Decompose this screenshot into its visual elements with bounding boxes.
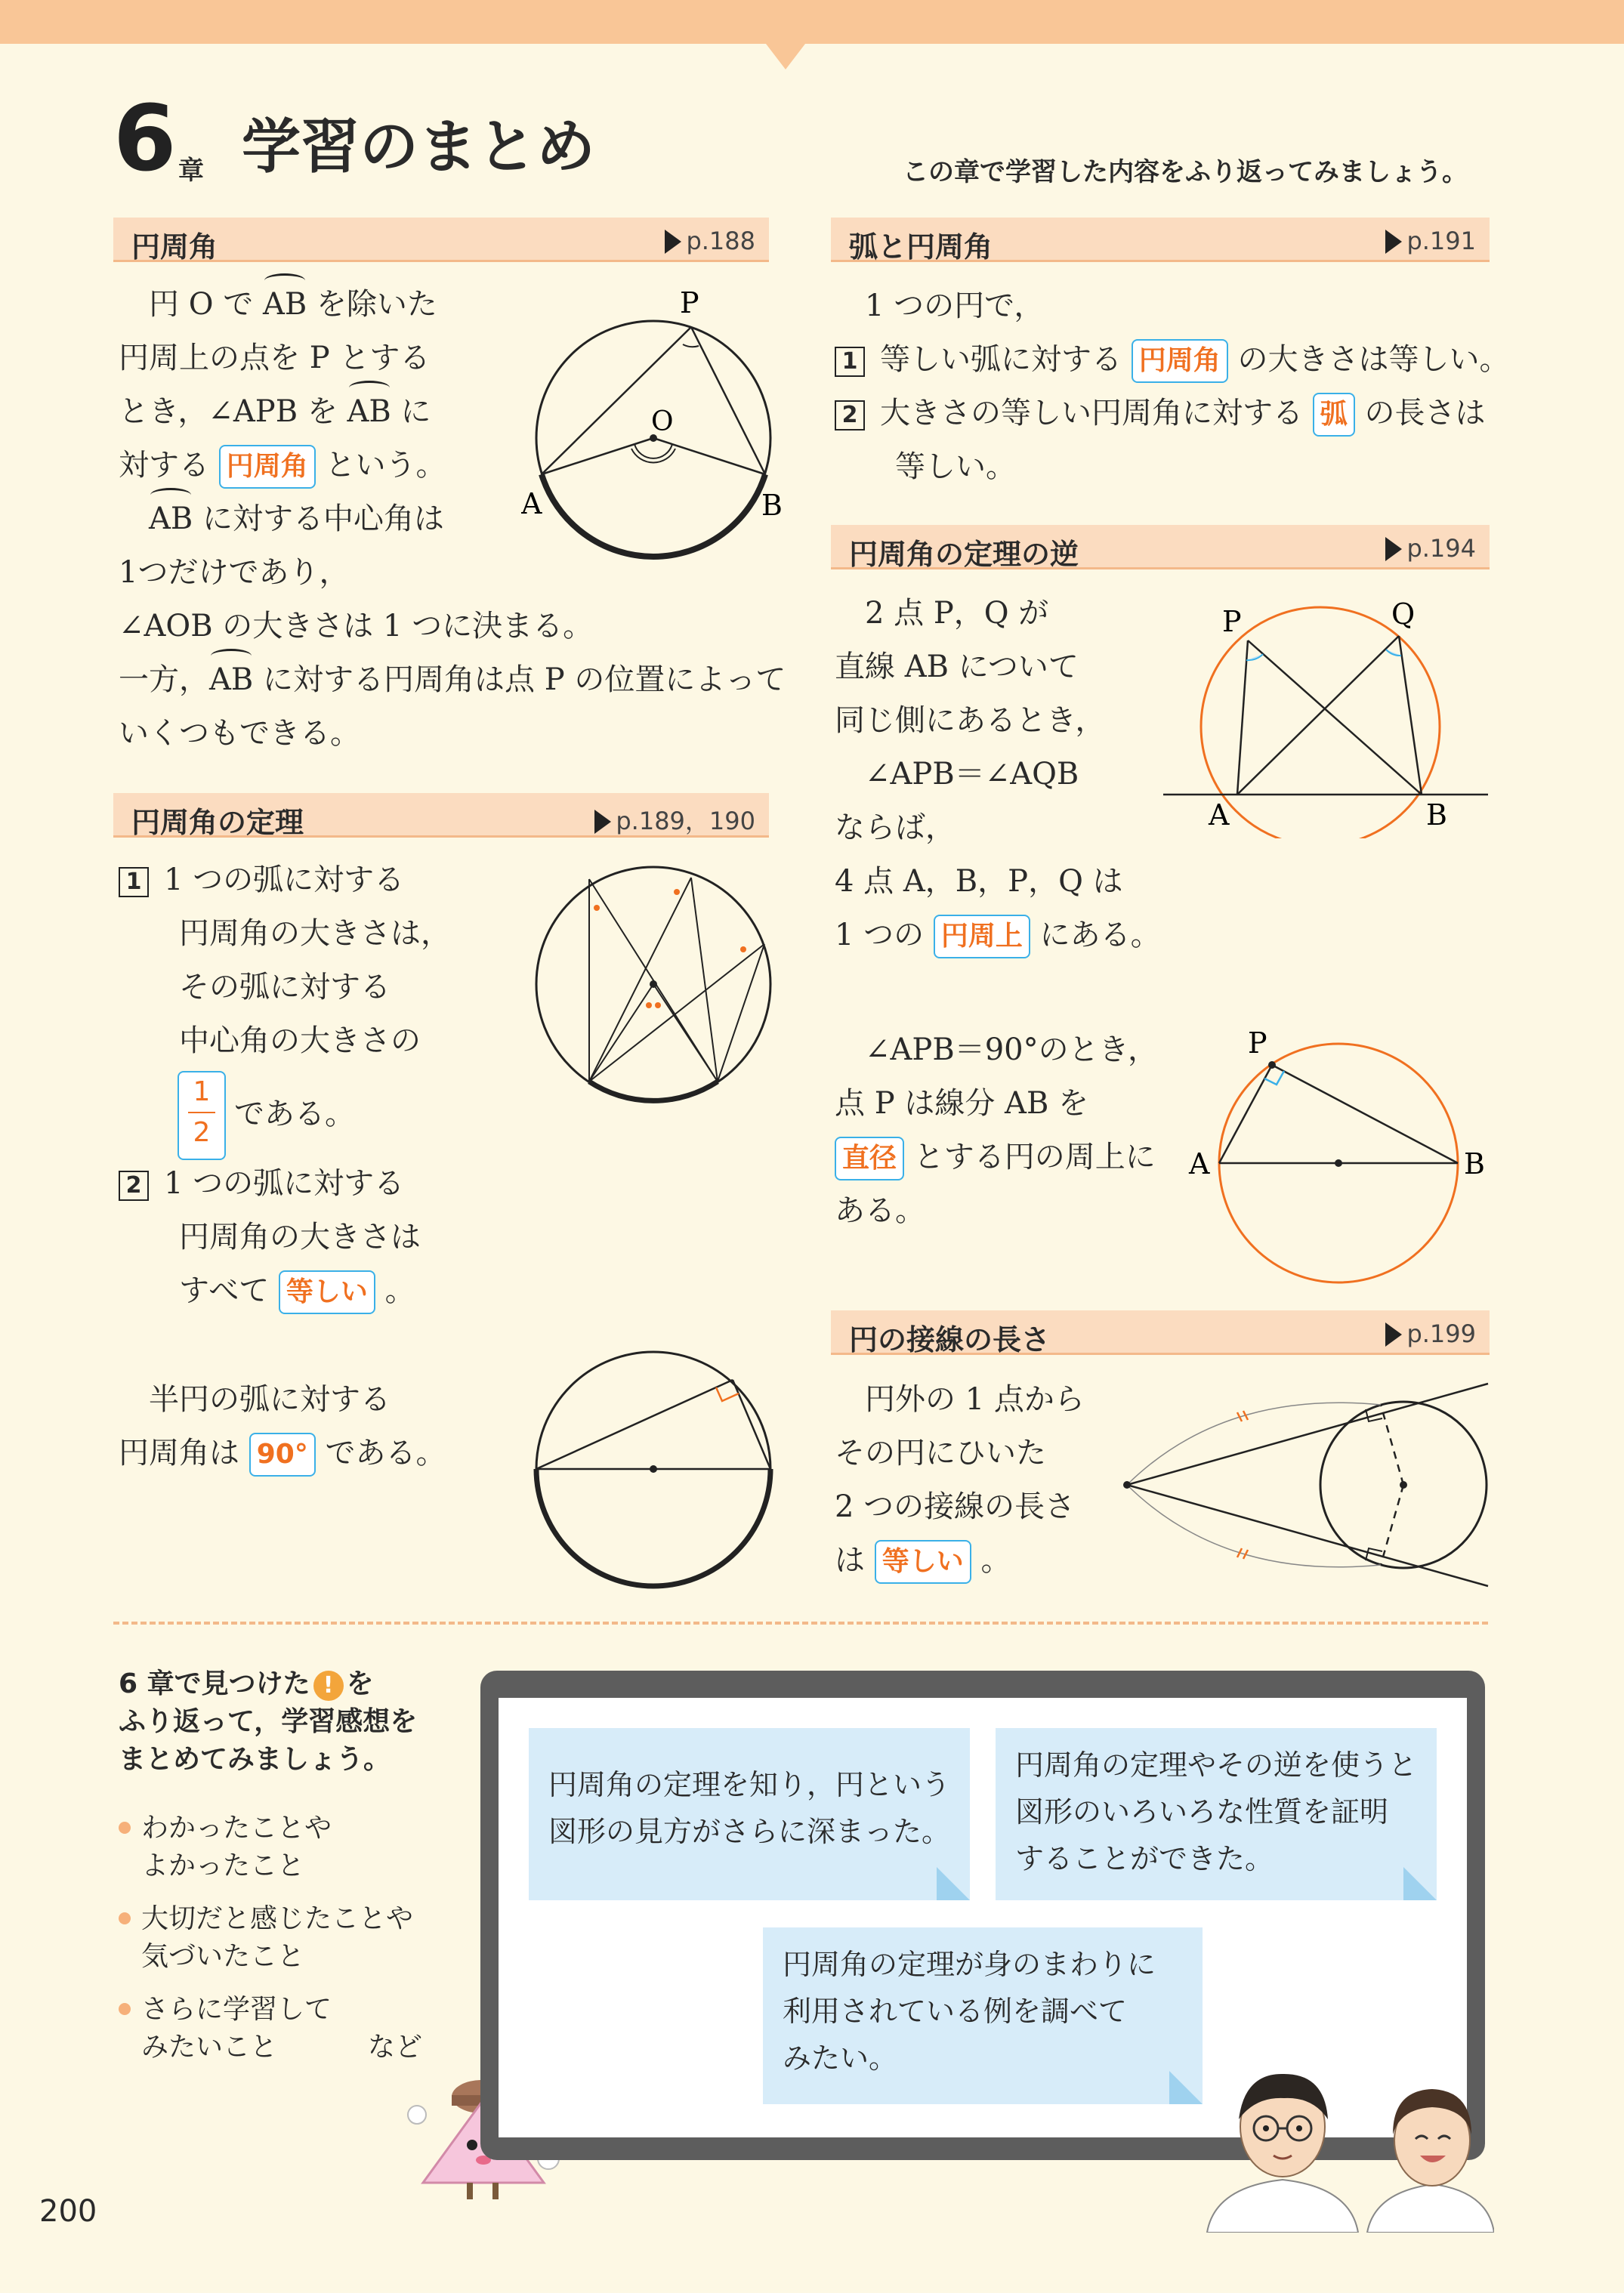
note-fold [1403, 1867, 1437, 1900]
answer-box: 等しい [279, 1270, 375, 1314]
svg-text:Q: Q [1391, 597, 1416, 631]
page-ref: p.188 [665, 227, 755, 255]
top-bar-notch [766, 44, 805, 69]
arc-ab: AB [149, 492, 193, 546]
arc-angle-text: 1 つの円で， 1 等しい弧に対する 円周角 の大きさは等しい。 2 大きさの等しい円周角に対する 弧 の長さは 等しい。 [835, 279, 1509, 494]
theorem-text-2: 2 1 つの弧に対する 円周角の大きさは すべて 等しい 。 [119, 1157, 421, 1318]
arc-ab: AB [209, 653, 253, 707]
answer-box: 等しい [875, 1540, 971, 1584]
semicircle-figure [529, 1348, 786, 1597]
svg-text:P: P [680, 286, 699, 319]
section-header-tangent [831, 1310, 1490, 1355]
list-item: 大切だと感じたことや [119, 1900, 422, 1938]
tangent-text: 円外の 1 点から その円にひいた 2 つの接線の長さ は 等しい 。 [835, 1373, 1085, 1588]
students-illustration [1199, 2044, 1494, 2233]
bullet-icon [119, 2003, 131, 2015]
reflection-bullets: わかったことや よかったこと 大切だと感じたことや 気づいたこと さらに学習して みたいこと など [119, 1810, 422, 2066]
exclamation-icon: ! [313, 1671, 344, 1701]
note-fold [937, 1867, 970, 1900]
converse-text: 2 点 P，Q が 直線 AB について 同じ側にあるとき， ∠APB＝∠AQB ならば， 4 点 A，B，P，Q は 1 つの 円周上 にある。 [835, 587, 1161, 962]
section-header-arc-angle [831, 218, 1490, 262]
section-divider [113, 1622, 1488, 1625]
answer-box: 直径 [835, 1137, 904, 1180]
arc-ab: AB [263, 278, 307, 332]
page-ref: p.189，190 [594, 802, 755, 837]
sticky-note: 円周角の定理やその逆を使うと 図形のいろいろな性質を証明 することができた。 [996, 1728, 1437, 1900]
section-title: 円周角 [131, 230, 218, 264]
theorem-text: 1 1 つの弧に対する 円周角の大きさは， その弧に対する 中心角の大きさの [119, 853, 451, 1068]
page-ref: p.191 [1385, 227, 1476, 255]
semicircle-text: 半円の弧に対する 円周角は 90° である。 [119, 1373, 446, 1480]
list-item: さらに学習して [119, 1991, 422, 2029]
bullet-icon [119, 1822, 131, 1834]
section-header-converse [831, 525, 1490, 569]
arrow-right-icon [594, 810, 611, 834]
inscribed-angle-text: 円 O で AB を除いた 円周上の点を P とする とき，∠APB を AB に 対する 円周角 という。 AB に対する中心角は 1つだけであり， ∠AOB の大きさは 1 つに決まる。 一方，AB に対する円周角は点 P の位置によって いくつもできる。 [119, 278, 786, 761]
arrow-right-icon [665, 230, 681, 254]
svg-text:O: O [651, 406, 674, 437]
section-title: 円の接線の長さ [849, 1323, 1051, 1356]
answer-box: 円周上 [934, 915, 1030, 958]
section-header-theorem [113, 793, 769, 838]
theorem-frac-suffix: である。 [234, 1097, 355, 1131]
svg-text:A: A [1189, 1147, 1210, 1180]
section-title: 円周角の定理 [131, 806, 304, 839]
fraction-answer-box: 1 2 [178, 1071, 226, 1160]
answer-box: 弧 [1313, 393, 1355, 437]
item-number: 1 [835, 347, 865, 377]
item-number: 2 [119, 1171, 149, 1201]
list-item: わかったことや [119, 1810, 422, 1847]
page-ref: p.194 [1385, 534, 1476, 563]
intro-text: この章で学習した内容をふり返ってみましょう。 [903, 157, 1468, 187]
svg-text:P: P [1222, 605, 1242, 638]
tangent-figure [1110, 1367, 1496, 1594]
answer-box: 90° [249, 1433, 316, 1477]
section-header-inscribed-angle [113, 218, 769, 262]
sticky-note: 円周角の定理が身のまわりに 利用されている例を調べて みたい。 [763, 1927, 1203, 2104]
page-number: 200 [39, 2194, 97, 2229]
answer-box: 円周角 [1132, 339, 1228, 383]
right-angle-text: ∠APB＝90°のとき， 点 P は線分 AB を 直径 とする円の周上に ある。 [835, 1032, 1159, 1228]
page-ref: p.199 [1385, 1319, 1476, 1348]
top-bar [0, 0, 1624, 44]
svg-text:A: A [521, 487, 542, 520]
arrow-right-icon [1385, 230, 1402, 254]
svg-text:P: P [1248, 1027, 1267, 1060]
reflection-prompt: 6 章で見つけた ! を ふり返って，学習感想を まとめてみましょう。 [119, 1668, 418, 1775]
arrow-right-icon [1385, 1322, 1402, 1347]
theorem-figure [529, 861, 778, 1110]
answer-box: 円周角 [219, 445, 316, 489]
svg-text:B: B [761, 489, 783, 522]
chapter-number: 6 [113, 87, 177, 192]
inscribed-angle-figure [521, 279, 801, 566]
svg-text:B: B [1426, 798, 1447, 832]
converse-figure [1163, 589, 1496, 838]
section-title: 弧と円周角 [849, 230, 993, 264]
section-title: 円周角の定理の逆 [849, 538, 1079, 571]
item-number: 1 [119, 867, 149, 897]
svg-text:B: B [1464, 1147, 1485, 1180]
chapter-suffix: 章 [178, 156, 204, 186]
item-number: 2 [835, 400, 865, 431]
right-angle-figure [1178, 1027, 1496, 1292]
arrow-right-icon [1385, 537, 1402, 561]
arc-ab: AB [347, 385, 391, 439]
note-fold [1169, 2071, 1203, 2104]
page-title: 学習のまとめ [242, 113, 596, 181]
sticky-note: 円周角の定理を知り，円という 図形の見方がさらに深まった。 [529, 1728, 970, 1900]
bullet-icon [119, 1912, 131, 1924]
svg-text:A: A [1209, 798, 1230, 832]
